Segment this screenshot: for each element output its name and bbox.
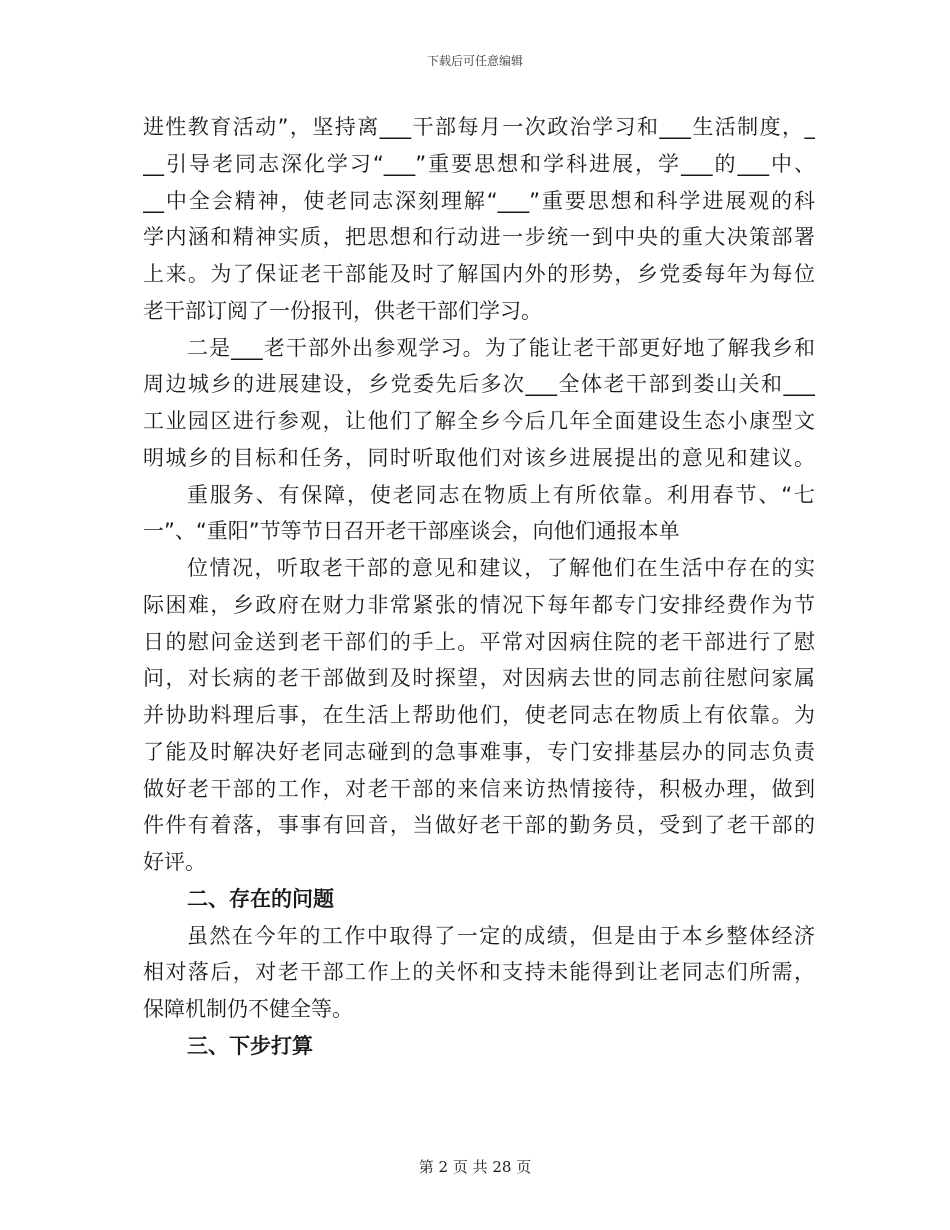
text-line: 重服务、有保障，使老同志在物质上有所依靠。利用春节、“七 — [187, 482, 815, 507]
text-line: 保障机制仍不健全等。 — [143, 997, 353, 1021]
section-heading: 三、下步打算 — [187, 1033, 313, 1058]
text-line: 日的慰问金送到老干部们的手上。平常对因病住院的老干部进行了慰 — [143, 629, 815, 654]
text-line: 问，对长病的老干部做到及时探望，对因病去世的同志前往慰问家属 — [143, 666, 815, 691]
text-line: 学内涵和精神实质，把思想和行动进一步统一到中央的重大决策部署 — [143, 225, 815, 250]
text-line: 相对落后，对老干部工作上的关怀和支持未能得到让老同志们所需， — [143, 960, 815, 985]
text-line: 明城乡的目标和任务，同时听取他们对该乡进展提出的意见和建议。 — [143, 445, 815, 470]
text-line: 一”、“重阳”节等节日召开老干部座谈会，向他们通报本单 — [143, 519, 680, 544]
text-line: 好评。 — [143, 850, 206, 874]
text-line: 老干部订阅了一份报刊，供老干部们学习。 — [143, 298, 542, 323]
page-footer: 第 2 页 共 28 页 — [418, 1158, 532, 1176]
document-body — [143, 109, 815, 1065]
text-line: 并协助料理后事，在生活上帮助他们，使老同志在物质上有依靠。为 — [143, 703, 815, 727]
text-line: 位情况，听取老干部的意见和建议，了解他们在生活中存在的实 — [187, 556, 815, 580]
text-line: __引导老同志深化学习“___”重要思想和学科进展，学___的___中、 — [143, 151, 815, 176]
text-line: __中全会精神，使老同志深刻理解“___”重要思想和科学进展观的科 — [143, 188, 815, 213]
text-line: 虽然在今年的工作中取得了一定的成绩，但是由于本乡整体经济 — [187, 923, 815, 948]
text-line: 了能及时解决好老同志碰到的急事难事，专门安排基层办的同志负责 — [143, 739, 815, 764]
text-line: 件件有着落，事事有回音，当做好老干部的勤务员，受到了老干部的 — [143, 813, 815, 838]
text-line: 上来。为了保证老干部能及时了解国内外的形势，乡党委每年为每位 — [143, 262, 815, 286]
text-line: 周边城乡的进展建设，乡党委先后多次___全体老干部到娄山关和___ — [143, 372, 815, 397]
section-heading: 二、存在的问题 — [187, 886, 334, 911]
text-line: 际困难，乡政府在财力非常紧张的情况下每年都专门安排经费作为节 — [143, 592, 815, 617]
text-line: 二是___老干部外出参观学习。为了能让老干部更好地了解我乡和 — [187, 335, 815, 360]
page-header: 下载后可任意编辑 — [426, 54, 523, 68]
text-line: 工业园区进行参观，让他们了解全乡今后几年全面建设生态小康型文 — [143, 409, 815, 433]
text-line: 进性教育活动”，坚持离___干部每月一次政治学习和___生活制度，_ — [143, 115, 815, 139]
text-line: 做好老干部的工作，对老干部的来信来访热情接待，积极办理，做到 — [143, 776, 815, 801]
